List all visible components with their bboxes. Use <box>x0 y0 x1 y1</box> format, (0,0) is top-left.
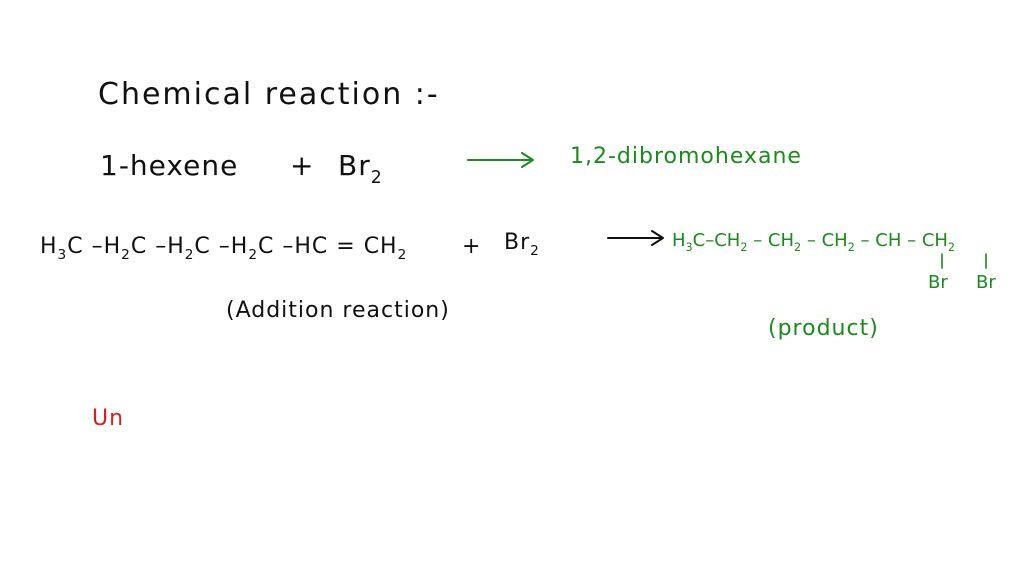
structural-reagent-formula: $Br_2$ <box>504 230 540 260</box>
reagent-subscript: 2 <box>370 167 383 188</box>
reaction-type-label: (Addition reaction) <box>226 298 450 323</box>
structural-plus-sign: + <box>462 234 482 259</box>
product-group-6: $CH_2$ <box>921 230 956 255</box>
reactant-group-3: $-H_2C$ <box>155 234 211 264</box>
reactant-structure <box>40 236 407 263</box>
product-substituent-1: Br <box>928 272 948 293</box>
product-name: 1,2-dibromohexane <box>570 144 802 169</box>
reaction-arrow-icon <box>466 150 538 170</box>
reactant-group-4: $-H_2C$ <box>218 234 275 264</box>
product-substituent-2: Br <box>976 272 996 293</box>
product-label: (product) <box>768 316 879 341</box>
product-group-3: – $CH_2$ <box>753 230 802 255</box>
reactant-name: 1-hexene <box>100 149 239 182</box>
product-structure <box>672 232 955 253</box>
product-group-5: – CH – <box>860 230 917 251</box>
reactant-group-5: $-HC = CH_2$ <box>282 234 408 264</box>
partial-annotation: Un <box>92 406 125 431</box>
reagent-symbol: Br <box>338 149 371 182</box>
reagent-formula <box>338 149 383 188</box>
product-group-2: $-CH_2$ <box>705 230 748 255</box>
structural-arrow-icon <box>606 228 668 248</box>
substituent-bonds <box>934 252 994 272</box>
reactant-group-1: $H_3C$ <box>40 234 84 264</box>
reactant-group-2: $-H_2C$ <box>91 234 148 264</box>
plus-sign: + <box>290 149 315 182</box>
product-group-4: – $CH_2$ <box>806 230 855 255</box>
heading-title: Chemical reaction :- <box>98 77 440 112</box>
product-group-1: $H_3C$ <box>672 230 706 255</box>
